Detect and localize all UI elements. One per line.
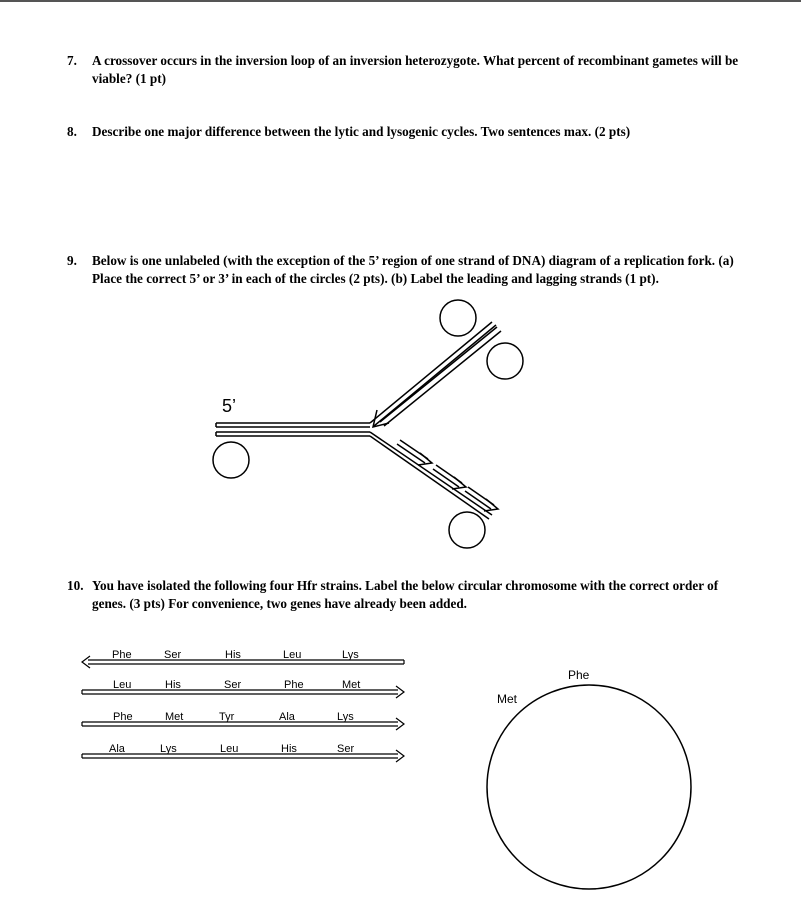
strand-arrowhead <box>396 718 404 730</box>
gene-label: Tyr <box>219 711 235 723</box>
chromosome-label-phe: Phe <box>568 668 590 682</box>
chromosome-label-met: Met <box>497 692 518 706</box>
question-number: 7. <box>67 53 77 68</box>
question-text: You have isolated the following four Hfr strains. Label the below circular chromosome with the correct order of genes. (3 pts) For convenience, two genes have already been added. <box>92 578 719 611</box>
five-prime-label: 5’ <box>222 396 237 416</box>
gene-label: Lys <box>337 711 354 723</box>
question-number: 9. <box>67 253 77 268</box>
hfr-strain-row <box>82 743 404 762</box>
gene-label: Ser <box>337 743 355 755</box>
gene-label: His <box>281 743 297 755</box>
gene-label: Lys <box>342 649 359 661</box>
hfr-strain-row <box>82 649 404 668</box>
strand-arrowhead <box>396 686 404 698</box>
strand-arrowhead <box>396 750 404 762</box>
question-text: A crossover occurs in the inversion loop of an inversion heterozygote. What percent of recombinant gametes will be viable? (1 pt) <box>92 53 739 86</box>
gene-label: Ala <box>109 743 125 755</box>
hfr-strain-row <box>82 679 404 698</box>
hfr-strain-row <box>82 711 404 730</box>
strand-arrowhead <box>82 656 90 668</box>
circular-chromosome[interactable] <box>487 685 691 889</box>
gene-label: His <box>225 649 241 661</box>
gene-label: Leu <box>113 679 132 691</box>
gene-label: Leu <box>283 649 302 661</box>
gene-label: Phe <box>284 679 304 691</box>
question-text: Below is one unlabeled (with the exception of the 5’ region of one strand of DNA) diagram of a replication fork. (a) Place the correct 5’ or 3’ in each of the circles (2 pts). (b) Label the leading and lagging strands (1 pt). <box>92 253 734 286</box>
gene-label: Phe <box>112 649 132 661</box>
question-number: 8. <box>67 124 77 139</box>
gene-label: Ser <box>224 679 242 691</box>
gene-label: Met <box>165 711 184 723</box>
gene-label: Met <box>342 679 361 691</box>
gene-label: Ser <box>164 649 182 661</box>
gene-label: Phe <box>113 711 133 723</box>
gene-label: His <box>165 679 181 691</box>
gene-label: Ala <box>279 711 295 723</box>
question-text: Describe one major difference between the lytic and lysogenic cycles. Two sentences max. (2 pts) <box>92 124 631 139</box>
gene-label: Lys <box>160 743 177 755</box>
gene-label: Leu <box>220 743 239 755</box>
question-number: 10. <box>67 578 84 593</box>
